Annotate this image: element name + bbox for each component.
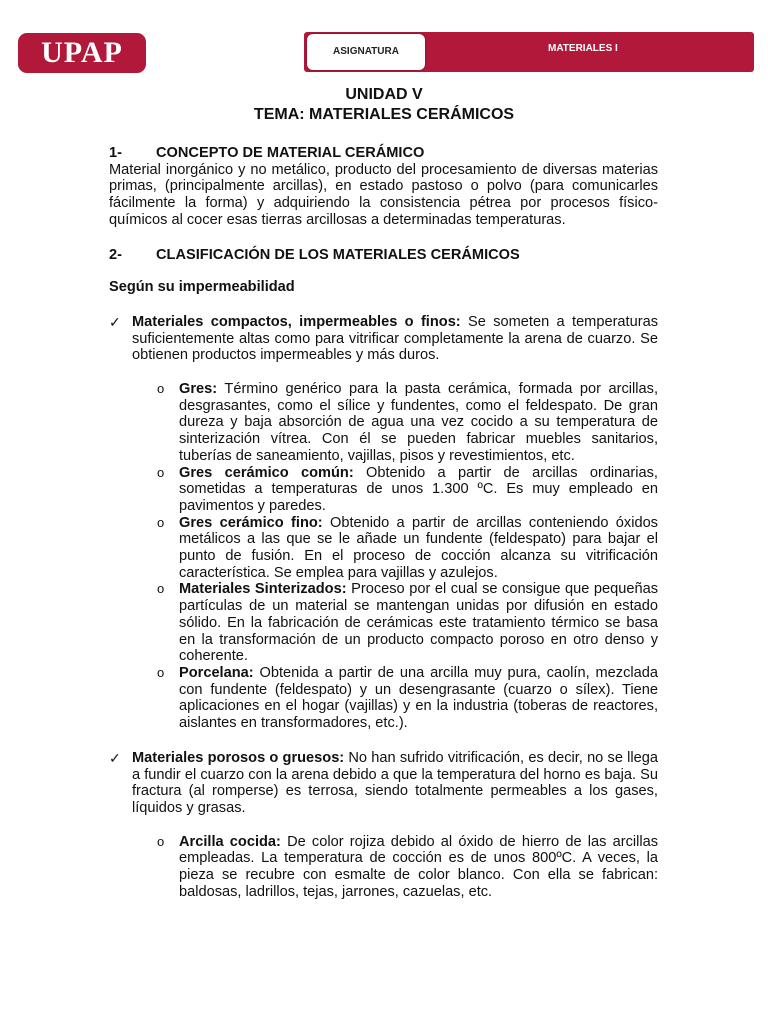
upap-logo: UPAP [18, 33, 146, 73]
list-item [156, 665, 658, 732]
description: Obtenido a partir de arcillas conteniendo óxidos metálicos a las que se le añade un fundente (feldespato) para bajar el punto de fusión. En el proceso de cocción alcanza su vitrificación característica. Se emplea para vajillas y azulejos. [179, 514, 658, 581]
bullet-icon: o [157, 664, 165, 680]
list-item [156, 381, 658, 465]
bullet-icon: o [157, 514, 165, 530]
bullet-icon: o [157, 464, 165, 480]
description: Obtenida a partir de una arcilla muy pura, caolín, mezclada con fundente (feldespato) y un desengrasante (cuarzo o sílex). Tiene aplicaciones en el hogar (vajillas) y en la industria (toberas de reactores, aislantes en transformadores, etc.). [179, 664, 658, 732]
sub-list [109, 381, 658, 732]
list-item [156, 581, 658, 665]
subheading: Según su impermeabilidad [109, 279, 295, 296]
term: Materiales Sinterizados: [179, 581, 347, 598]
checklist-item [109, 750, 658, 817]
term: Arcilla cocida: [179, 833, 281, 850]
bullet-icon: o [157, 381, 165, 397]
document-body [109, 145, 658, 900]
checkmark-icon: ✓ [109, 749, 121, 766]
description: Término genérico para la pasta cerámica, formada por arcillas, desgrasantes, como el sílice y fundentes, como el feldespato. De gran dureza y baja absorción de agua una vez cocido a su temperatura de sinterización vítrea. Con él se pueden fabricar muebles sanitarios, tuberías de saneamiento, vajillas, pisos y revestimientos, etc. [179, 381, 658, 464]
unit-title: UNIDAD V [345, 86, 423, 103]
term: Gres cerámico común: [179, 464, 354, 481]
bullet-icon: o [157, 833, 165, 849]
list-item [156, 465, 658, 515]
section-2-heading [109, 247, 658, 264]
section-number: 2- [109, 246, 122, 263]
description: Obtenido a partir de arcillas ordinarias, sometidas a temperaturas de unos 1.300 ºC. Es muy empleado en pavimentos y paredes. [179, 464, 658, 514]
description: Proceso por el cual se consigue que pequeñas partículas de un material se mantengan unidas por difusión en estado sólido. En la fabricación de cerámicas este tratamiento térmico se basa en la transformación de un producto compacto poroso en otro denso y coherente. [179, 581, 658, 665]
bullet-icon: o [157, 581, 165, 597]
term: Materiales compactos, impermeables o finos: [132, 313, 461, 330]
list-item [156, 515, 658, 582]
section-1-heading [109, 145, 658, 162]
course-name: MATERIALES I [548, 43, 618, 54]
term: Gres cerámico fino: [179, 514, 323, 531]
description: Se someten a temperaturas suficientemente altas como para vitrificar completamente la arena de cuarzo. Se obtienen productos impermeables y más duros. [132, 313, 658, 364]
term: Materiales porosos o gruesos: [132, 749, 345, 766]
description: No han sufrido vitrificación, es decir, no se llega a fundir el cuarzo con la arena debido a que la temperatura del horno es baja. Su fractura (al romperse) es terrosa, siendo totalmente permeables a los gases, líquidos y grasas. [132, 749, 658, 816]
term: Gres: [179, 381, 218, 398]
description: De color rojiza debido al óxido de hierro de las arcillas empleadas. La temperatura de cocción es de unos 800ºC. A veces, la pieza se recubre con esmalte de color blanco. Con ella se fabrican: baldosas, ladrillos, tejas, jarrones, cazuelas, etc. [179, 833, 659, 900]
section-number: 1- [109, 145, 122, 161]
section-title: CLASIFICACIÓN DE LOS MATERIALES CERÁMICOS [156, 246, 520, 263]
term: Porcelana: [179, 664, 254, 681]
checklist-item [109, 314, 658, 364]
checkmark-icon: ✓ [109, 313, 121, 330]
concept-paragraph: Material inorgánico y no metálico, producto del procesamiento de diversas materias primas, (principalmente arcillas), en estado pastoso o polvo (para comunicarles fácilmente la forma) y adquiriendo la consistencia pétrea por procesos físico-químicos al cocer esas tierras arcillosas a determinadas temperaturas. [109, 161, 658, 228]
sub-list [109, 834, 658, 901]
topic-title: TEMA: MATERIALES CERÁMICOS [253, 106, 515, 123]
section-title: CONCEPTO DE MATERIAL CERÁMICO [156, 145, 425, 161]
subject-tab: ASIGNATURA [307, 34, 425, 70]
list-item [156, 834, 658, 901]
